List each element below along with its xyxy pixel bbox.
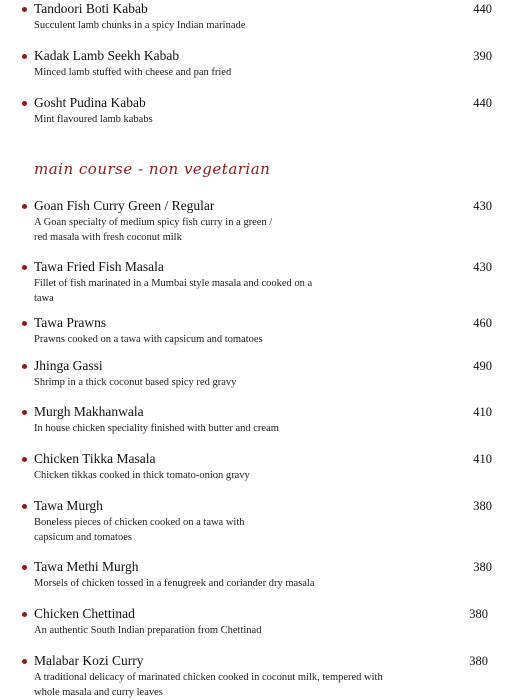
item-price: 380 — [473, 560, 492, 574]
bullet-icon — [22, 54, 27, 59]
bullet-icon — [22, 504, 27, 509]
item-description: An authentic South Indian preparation from Chettinad — [34, 625, 262, 636]
item-price: 410 — [473, 405, 492, 419]
bullet-icon — [22, 612, 27, 617]
item-name: Tawa Fried Fish Masala — [34, 259, 164, 274]
bullet-icon — [22, 410, 27, 415]
item-name: Gosht Pudina Kabab — [34, 95, 146, 110]
item-name: Goan Fish Curry Green / Regular — [34, 198, 215, 213]
item-price: 460 — [473, 316, 492, 330]
item-price: 440 — [473, 96, 492, 110]
item-price: 380 — [469, 654, 488, 668]
item-name: Tawa Methi Murgh — [34, 559, 139, 574]
bullet-icon — [22, 265, 27, 270]
item-price: 390 — [473, 49, 492, 63]
item-description: Fillet of fish marinated in a Mumbai style masala and cooked on a tawa — [34, 278, 313, 304]
bullet-icon — [22, 7, 27, 12]
item-description: Chicken tikkas cooked in thick tomato-onion gravy — [34, 470, 250, 481]
item-description: Morsels of chicken tossed in a fenugreek and coriander dry masala — [34, 578, 315, 589]
item-name: Malabar Kozi Curry — [34, 653, 144, 668]
item-name: Chicken Chettinad — [34, 606, 135, 621]
item-description: Succulent lamb chunks in a spicy Indian marinade — [34, 20, 246, 31]
item-price: 430 — [473, 260, 492, 274]
bullet-icon — [22, 659, 27, 664]
item-price: 380 — [473, 499, 492, 513]
section-title: main course - non vegetarian — [34, 160, 271, 178]
bullet-icon — [22, 457, 27, 462]
item-description: Shrimp in a thick coconut based spicy red gravy — [34, 377, 237, 388]
item-description: Prawns cooked on a tawa with capsicum and tomatoes — [34, 334, 263, 345]
item-description: Mint flavoured lamb kababs — [34, 114, 153, 125]
item-price: 440 — [473, 2, 492, 16]
item-name: Tandoori Boti Kabab — [34, 1, 148, 16]
bullet-icon — [22, 364, 27, 369]
item-description: A Goan specialty of medium spicy fish curry in a green / red masala with fresh coconut milk — [34, 217, 273, 243]
item-name: Murgh Makhanwala — [34, 404, 144, 419]
item-description: A traditional delicacy of marinated chicken cooked in coconut milk, tempered with whole masala and curry leaves — [34, 672, 383, 698]
item-name: Jhinga Gassi — [34, 358, 103, 373]
bullet-icon — [22, 101, 27, 106]
item-description: Minced lamb stuffed with cheese and pan fried — [34, 67, 232, 78]
item-name: Tawa Murgh — [34, 498, 103, 513]
item-price: 430 — [473, 199, 492, 213]
item-price: 380 — [469, 607, 488, 621]
bullet-icon — [22, 321, 27, 326]
item-price: 410 — [473, 452, 492, 466]
bullet-icon — [22, 565, 27, 570]
item-name: Kadak Lamb Seekh Kabab — [34, 48, 180, 63]
item-description: In house chicken speciality finished with butter and cream — [34, 423, 279, 434]
bullet-icon — [22, 204, 27, 209]
item-description: Boneless pieces of chicken cooked on a tawa with capsicum and tomatoes — [34, 517, 245, 543]
item-name: Tawa Prawns — [34, 315, 107, 330]
item-name: Chicken Tikka Masala — [34, 451, 156, 466]
item-price: 490 — [473, 359, 492, 373]
